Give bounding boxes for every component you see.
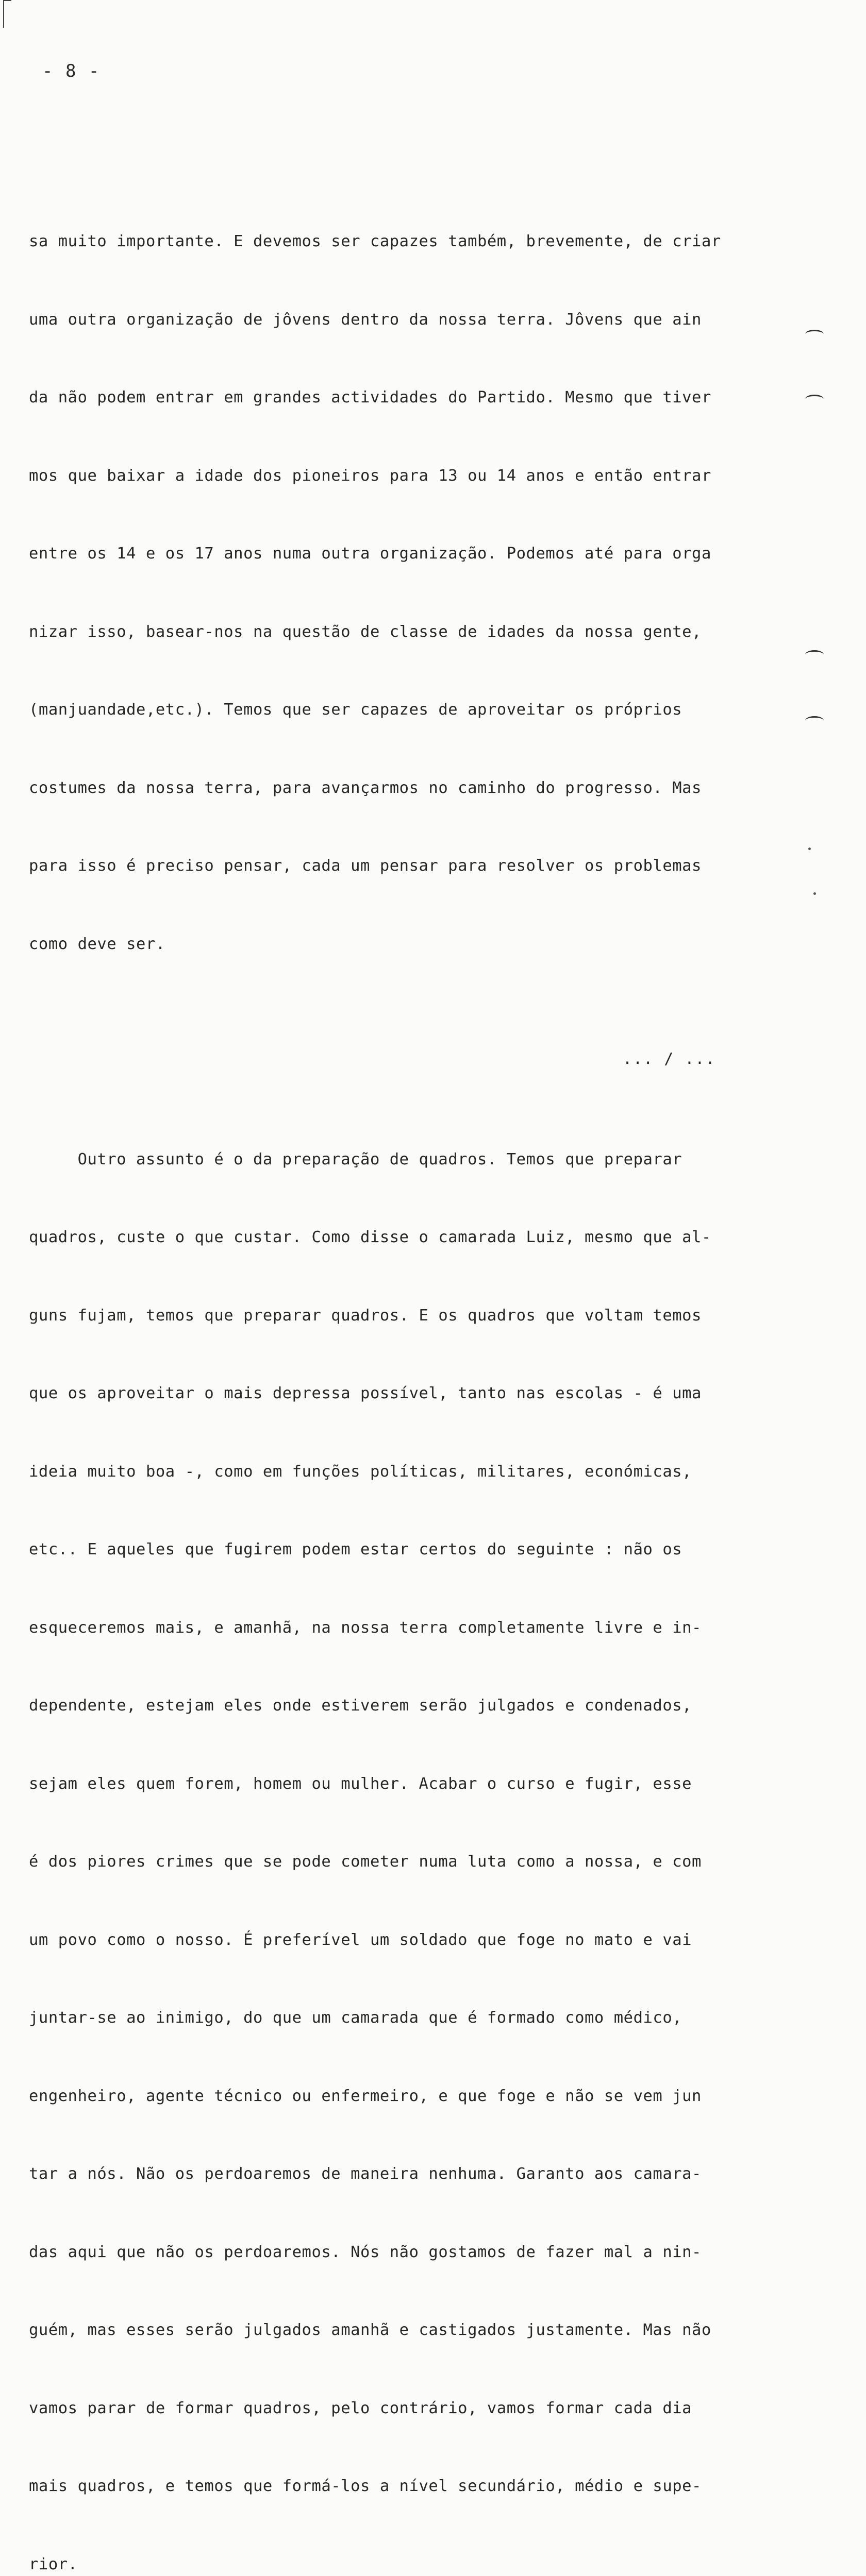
text-line: que os aproveitar o mais depressa possível, tanto nas escolas - é uma xyxy=(29,1381,776,1407)
text-line: rior. xyxy=(29,2552,776,2576)
text-line: (manjuandade,etc.). Temos que ser capazes de aproveitar os próprios xyxy=(29,697,776,723)
text-line: como deve ser. xyxy=(29,931,776,958)
text-line: nizar isso, basear-nos na questão de classe de idades da nossa gente, xyxy=(29,619,776,646)
margin-scan-mark xyxy=(805,650,824,659)
text-line: Outro assunto é o da preparação de quadros. Temos que preparar xyxy=(29,1147,776,1173)
text-line: engenheiro, agente técnico ou enfermeiro, e que foge e não se vem jun xyxy=(29,2083,776,2110)
text-line: entre os 14 e os 17 anos numa outra organização. Podemos até para orga xyxy=(29,541,776,567)
text-line: costumes da nossa terra, para avançarmos no caminho do progresso. Mas xyxy=(29,775,776,802)
margin-scan-mark xyxy=(805,330,824,338)
text-line: mais quadros, e temos que formá-los a nível secundário, médio e supe- xyxy=(29,2473,776,2500)
text-line: sejam eles quem forem, homem ou mulher. Acabar o curso e fugir, esse xyxy=(29,1771,776,1798)
margin-dot xyxy=(813,892,816,895)
text-line: tar a nós. Não os perdoaremos de maneira nenhuma. Garanto aos camara- xyxy=(29,2161,776,2188)
text-line: das aqui que não os perdoaremos. Nós não gostamos de fazer mal a nin- xyxy=(29,2240,776,2266)
margin-scan-mark xyxy=(805,716,824,725)
text-line: juntar-se ao inimigo, do que um camarada que é formado como médico, xyxy=(29,2005,776,2031)
text-line: esqueceremos mais, e amanhã, na nossa terra completamente livre e in- xyxy=(29,1615,776,1641)
text-line: é dos piores crimes que se pode cometer numa luta como a nossa, e com xyxy=(29,1849,776,1875)
body-text xyxy=(29,125,776,2576)
paragraph-2 xyxy=(29,1095,776,2576)
text-line: uma outra organização de jôvens dentro da nossa terra. Jôvens que ain xyxy=(29,307,776,333)
text-line: um povo como o nosso. É preferível um soldado que foge no mato e vai xyxy=(29,1927,776,1954)
text-line: ideia muito boa -, como em funções políticas, militares, económicas, xyxy=(29,1459,776,1485)
margin-scan-mark xyxy=(805,395,824,403)
text-line: quadros, custe o que custar. Como disse o camarada Luiz, mesmo que al- xyxy=(29,1225,776,1251)
page-corner-mark xyxy=(3,0,11,28)
text-line: guns fujam, temos que preparar quadros. E os quadros que voltam temos xyxy=(29,1303,776,1329)
text-line: mos que baixar a idade dos pioneiros para 13 ou 14 anos e então entrar xyxy=(29,463,776,489)
text-line: vamos parar de formar quadros, pelo contrário, vamos formar cada dia xyxy=(29,2396,776,2422)
margin-dot xyxy=(808,848,811,850)
text-line: etc.. E aqueles que fugirem podem estar certos do seguinte : não os xyxy=(29,1537,776,1563)
text-line: sa muito importante. E devemos ser capazes também, brevemente, de criar xyxy=(29,229,776,255)
page-number: - 8 - xyxy=(42,61,100,81)
text-line: dependente, estejam eles onde estiverem serão julgados e condenados, xyxy=(29,1693,776,1719)
document-page xyxy=(0,0,866,1088)
paragraph-1 xyxy=(29,177,776,1009)
continuation-mark: ... / ... xyxy=(623,1050,716,1068)
text-line: para isso é preciso pensar, cada um pensar para resolver os problemas xyxy=(29,853,776,879)
text-line: da não podem entrar em grandes actividades do Partido. Mesmo que tiver xyxy=(29,385,776,411)
text-line: guém, mas esses serão julgados amanhã e castigados justamente. Mas não xyxy=(29,2317,776,2344)
